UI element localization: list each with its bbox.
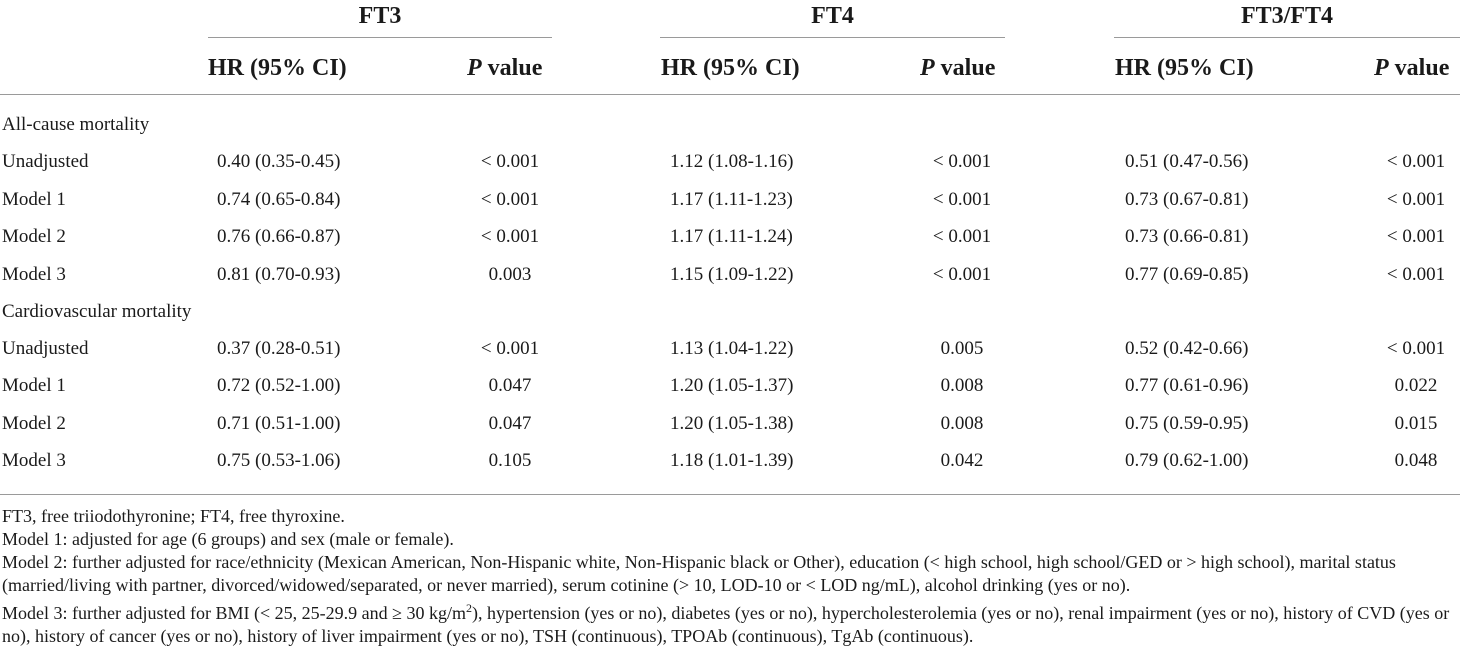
hr-cell: 1.12 (1.08-1.16): [670, 151, 794, 172]
p-letter: P: [920, 55, 935, 81]
hr-cell: 0.74 (0.65-0.84): [217, 189, 341, 210]
p-cell: < 0.001: [932, 264, 992, 285]
section-title: All-cause mortality: [2, 114, 150, 135]
footnotes: [2, 505, 1458, 648]
group-header-ft3: FT3: [358, 3, 402, 29]
hr-cell: 1.13 (1.04-1.22): [670, 338, 794, 359]
footnote-model-2: Model 2: further adjusted for race/ethnicity (Mexican American, Non-Hispanic white, Non-Hispanic black or Other), education (< high school, high school/GED or > high school), marital status (married/living with partner, divorced/widowed/separated, or never married), serum cotinine (> 10, LOD-10 or < LOD ng/mL), alcohol drinking (yes or no).: [2, 552, 1396, 595]
p-cell: 0.015: [1394, 413, 1438, 434]
table-row: [0, 334, 1460, 364]
footnote-model-3-part-a: Model 3: further adjusted for BMI (< 25, 25-29.9 and ≥ 30 kg/m: [2, 603, 466, 623]
col-header-hr-ft4: HR (95% CI): [661, 55, 800, 81]
row-label: Model 1: [2, 375, 66, 396]
table-row: [0, 409, 1460, 439]
table-bottom-rule: [0, 494, 1460, 495]
p-cell: 0.042: [940, 450, 984, 471]
p-cell: < 0.001: [480, 338, 540, 359]
row-label: Model 3: [2, 264, 66, 285]
hr-cell: 0.37 (0.28-0.51): [217, 338, 341, 359]
hr-cell: 1.15 (1.09-1.22): [670, 264, 794, 285]
section-title: Cardiovascular mortality: [2, 301, 192, 322]
group-rule-ft4: [660, 37, 1005, 38]
hr-cell: 0.40 (0.35-0.45): [217, 151, 341, 172]
table-row: [0, 185, 1460, 215]
hr-cell: 0.73 (0.67-0.81): [1125, 189, 1249, 210]
footnote-model-3-part-b: ), hypertension (yes or no), diabetes (yes or no), hypercholesterolemia (yes or no), renal impairment (yes or no), history of CVD (yes or no), history of cancer (yes or no), history of liver impairment (yes or no), TSH (continuous), TPOAb (continuous), TgAb (continuous).: [2, 603, 1450, 646]
p-cell: 0.008: [940, 375, 984, 396]
hr-cell: 0.77 (0.69-0.85): [1125, 264, 1249, 285]
p-cell: 0.008: [940, 413, 984, 434]
p-cell: < 0.001: [932, 189, 992, 210]
p-cell: < 0.001: [932, 226, 992, 247]
p-cell: 0.005: [940, 338, 984, 359]
group-header-ft4: FT4: [811, 3, 854, 29]
group-header-ft3-ft4: FT3/FT4: [1240, 3, 1333, 29]
col-header-hr-ratio: HR (95% CI): [1115, 55, 1254, 81]
p-rest: value: [1388, 55, 1450, 81]
hr-cell: 0.81 (0.70-0.93): [217, 264, 341, 285]
hr-cell: 1.17 (1.11-1.23): [670, 189, 793, 210]
footnote-model-1: Model 1: adjusted for age (6 groups) and sex (male or female).: [2, 529, 454, 549]
row-label: Unadjusted: [2, 151, 89, 172]
row-label: Unadjusted: [2, 338, 89, 359]
table-row: [0, 446, 1460, 476]
hr-cell: 0.76 (0.66-0.87): [217, 226, 341, 247]
table-row: [0, 147, 1460, 177]
row-label: Model 1: [2, 189, 66, 210]
p-cell: 0.003: [488, 264, 532, 285]
p-rest: value: [481, 55, 543, 81]
table-row: [0, 371, 1460, 401]
hr-cell: 0.71 (0.51-1.00): [217, 413, 341, 434]
superscript: 2: [465, 601, 472, 615]
footnote-abbreviations: FT3, free triiodothyronine; FT4, free thyroxine.: [2, 506, 345, 526]
table-row: [0, 260, 1460, 290]
hr-cell: 1.18 (1.01-1.39): [670, 450, 794, 471]
hr-cell: 0.79 (0.62-1.00): [1125, 450, 1249, 471]
p-cell: < 0.001: [1386, 264, 1446, 285]
row-label: Model 3: [2, 450, 66, 471]
p-cell: < 0.001: [1386, 338, 1446, 359]
header-rule: [0, 94, 1460, 95]
p-cell: < 0.001: [480, 189, 540, 210]
p-cell: < 0.001: [480, 226, 540, 247]
hr-cell: 0.75 (0.53-1.06): [217, 450, 341, 471]
footnote-model-3: [2, 597, 1458, 648]
p-rest: value: [934, 55, 996, 81]
hr-cell: 0.75 (0.59-0.95): [1125, 413, 1249, 434]
p-cell: 0.105: [488, 450, 532, 471]
col-header-p-ft4: [920, 52, 995, 84]
col-header-p-ft3: [467, 52, 542, 84]
col-header-hr-ft3: HR (95% CI): [208, 55, 347, 81]
hr-cell: 0.51 (0.47-0.56): [1125, 151, 1249, 172]
col-header-p-ratio: [1374, 52, 1449, 84]
group-rule-ft3-ft4: [1114, 37, 1460, 38]
p-cell: 0.047: [488, 375, 532, 396]
hr-cell: 0.52 (0.42-0.66): [1125, 338, 1249, 359]
p-letter: P: [1374, 55, 1389, 81]
p-cell: 0.022: [1394, 375, 1438, 396]
hr-cell: 1.20 (1.05-1.38): [670, 413, 794, 434]
section-title-row: [0, 297, 1460, 327]
section-title-row: [0, 110, 1460, 140]
group-rule-ft3: [208, 37, 552, 38]
p-cell: 0.047: [488, 413, 532, 434]
hr-cell: 1.17 (1.11-1.24): [670, 226, 793, 247]
p-cell: 0.048: [1394, 450, 1438, 471]
table-row: [0, 222, 1460, 252]
hr-cell: 0.72 (0.52-1.00): [217, 375, 341, 396]
p-cell: < 0.001: [1386, 189, 1446, 210]
hr-cell: 0.77 (0.61-0.96): [1125, 375, 1249, 396]
hr-cell: 0.73 (0.66-0.81): [1125, 226, 1249, 247]
p-letter: P: [467, 55, 482, 81]
row-label: Model 2: [2, 413, 66, 434]
hr-cell: 1.20 (1.05-1.37): [670, 375, 794, 396]
p-cell: < 0.001: [1386, 226, 1446, 247]
p-cell: < 0.001: [480, 151, 540, 172]
row-label: Model 2: [2, 226, 66, 247]
p-cell: < 0.001: [1386, 151, 1446, 172]
p-cell: < 0.001: [932, 151, 992, 172]
